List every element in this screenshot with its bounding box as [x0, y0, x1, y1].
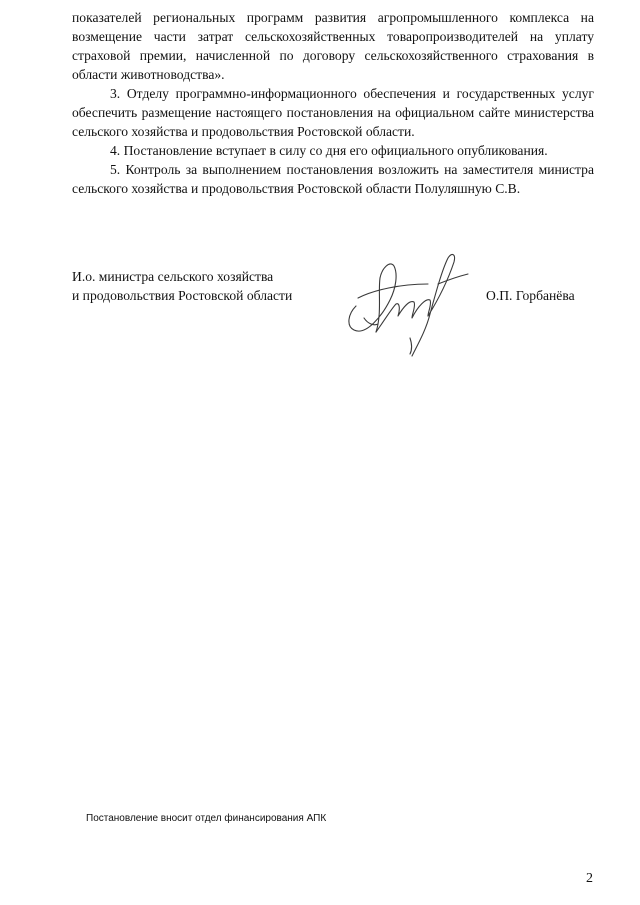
signer-position	[72, 267, 292, 305]
paragraph-continuation: показателей региональных программ развития агропромышленного комплекса на возмещение части затрат сельскохозяйственных товаропроизводителей на уплату страховой премии, начисленной по договору сельскохозяйственного страхования в области животноводства».	[72, 10, 594, 82]
signer-position-line-2: и продовольствия Ростовской области	[72, 288, 293, 303]
page-number: 2	[586, 871, 593, 886]
paragraph-item-5: 5. Контроль за выполнением постановления возложить на заместителя министра сельского хозяйства и продовольствия Ростовской области Полуляшную С.В.	[72, 162, 594, 196]
signer-name: О.П. Горбанёва	[486, 288, 575, 303]
footer-note: Постановление вносит отдел финансирования АПК	[86, 813, 327, 824]
signer-position-line-1: И.о. министра сельского хозяйства	[72, 269, 274, 284]
document-body	[72, 8, 594, 198]
handwritten-signature	[338, 244, 474, 360]
paragraph-item-3: 3. Отделу программно-информационного обеспечения и государственных услуг обеспечить размещение настоящего постановления на официальном сайте министерства сельского хозяйства и продовольствия Ростовской области.	[72, 86, 594, 139]
paragraph-item-4: 4. Постановление вступает в силу со дня его официального опубликования.	[110, 143, 548, 158]
